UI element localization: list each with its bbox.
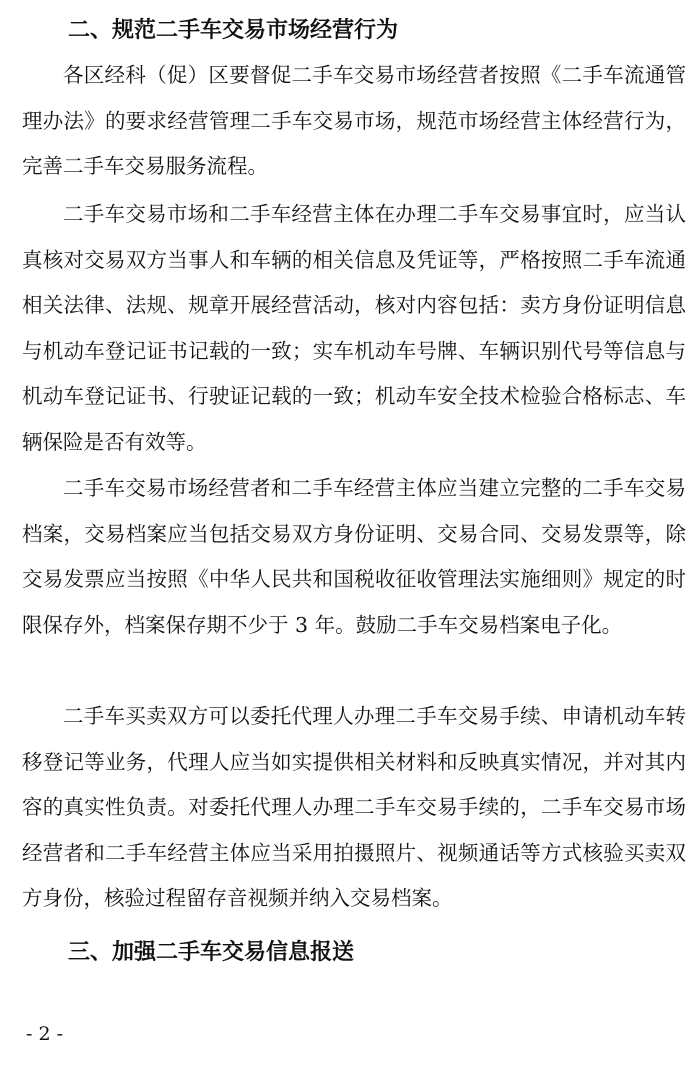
page-number: - 2 - [26, 1023, 64, 1045]
paragraph-agent: 二手车买卖双方可以委托代理人办理二手车交易手续、申请机动车转移登记等业务，代理人应当如实提供相关材料和反映真实情况，并对其内容的真实性负责。对委托代理人办理二手车交易手续的，二手车交易市场经营者和二手车经营主体应当采用拍摄照片、视频通话等方式核验买卖双方身份，核验过程留存音视频并纳入交易档案。 [22, 704, 686, 911]
paragraph-market-operation: 各区经科（促）区要督促二手车交易市场经营者按照《二手车流通管理办法》的要求经营管理二手车交易市场，规范市场经营主体经营行为，完善二手车交易服务流程。 [22, 63, 686, 179]
paragraph-archives: 二手车交易市场经营者和二手车经营主体应当建立完整的二手车交易档案，交易档案应当包括交易双方身份证明、交易合同、交易发票等，除交易发票应当按照《中华人民共和国税收征收管理法实施细则》规定的时限保存外，档案保存期不少于 3 年。鼓励二手车交易档案电子化。 [22, 476, 686, 637]
section-heading-2: 二、规范二手车交易市场经营行为 [68, 18, 399, 43]
section-heading-3: 三、加强二手车交易信息报送 [68, 940, 355, 965]
paragraph-verification: 二手车交易市场和二手车经营主体在办理二手车交易事宜时，应当认真核对交易双方当事人和车辆的相关信息及凭证等，严格按照二手车流通相关法律、法规、规章开展经营活动，核对内容包括：卖方身份证明信息与机动车登记证书记载的一致；实车机动车号牌、车辆识别代号等信息与机动车登记证书、行驶证记载的一致；机动车安全技术检验合格标志、车辆保险是否有效等。 [22, 202, 686, 454]
